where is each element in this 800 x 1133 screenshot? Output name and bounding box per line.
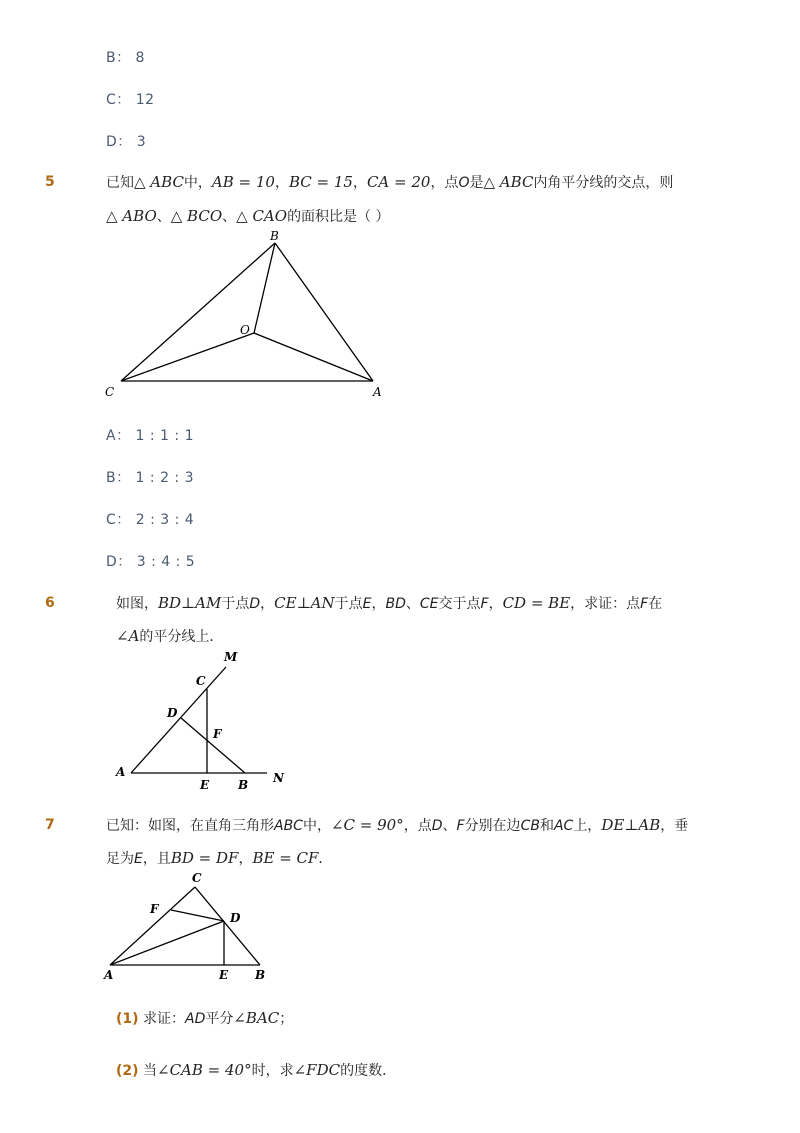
q4-option-c: C： 12: [106, 92, 155, 108]
q6-text-line2: ∠A的平分线上．: [116, 627, 224, 645]
q7-subquestion-2: (2) 当∠CAB = 40°时，求∠FDC的度数．: [116, 1061, 397, 1079]
q7-text-line2: 足为E，且BD = DF，BE = CF．: [106, 849, 333, 867]
q5-text-line1: 已知△ ABC中，AB = 10，BC = 15，CA = 20，点O是△ ABC内角平分线的交点，则: [106, 173, 674, 191]
segment-co: [121, 333, 254, 381]
label-c: C: [192, 871, 202, 885]
label-b: B: [270, 229, 279, 243]
q5-option-a: A： 1 : 1 : 1: [106, 428, 194, 444]
q5-option-d: D： 3 : 4 : 5: [106, 554, 196, 570]
label-o: O: [240, 323, 250, 337]
label-b: B: [255, 968, 266, 982]
segment-cb: [195, 887, 260, 965]
segment-ao: [254, 333, 373, 381]
q5-text-line2: △ ABO、△ BCO、△ CAO的面积比是（ ）: [106, 207, 390, 225]
q6-number: 6: [45, 595, 55, 611]
label-d: D: [230, 911, 241, 925]
q7-text-line1: 已知：如图，在直角三角形ABC中，∠C = 90°，点D、F分别在边CB和AC上，DE⊥AB，垂: [106, 816, 689, 834]
label-d: D: [167, 706, 178, 720]
ray-am: [131, 667, 226, 773]
q7-figure: [100, 866, 280, 986]
label-e: E: [200, 778, 210, 792]
q7-number: 7: [45, 817, 55, 833]
segment-ac: [110, 887, 195, 965]
segment-ad: [110, 921, 224, 965]
label-f: F: [150, 902, 159, 916]
label-c: C: [196, 674, 206, 688]
segment-cb: [121, 243, 275, 381]
q5-option-b: B： 1 : 2 : 3: [106, 470, 195, 486]
label-b: B: [238, 778, 249, 792]
segment-bo: [254, 243, 275, 333]
label-e: E: [219, 968, 229, 982]
q7-subquestion-1: (1) 求证：AD平分∠BAC；: [116, 1009, 294, 1027]
q5-triangle-figure: [100, 228, 390, 403]
label-m: M: [224, 650, 238, 664]
label-a: A: [116, 765, 126, 779]
q6-text-line1: 如图，BD⊥AM于点D，CE⊥AN于点E，BD、CE交于点F，CD = BE，求证：点F在: [116, 594, 663, 612]
label-c: C: [105, 385, 115, 399]
label-a: A: [104, 968, 114, 982]
q4-option-d: D： 3: [106, 134, 147, 150]
segment-ba: [275, 243, 373, 381]
label-a: A: [373, 385, 382, 399]
q4-option-b: B： 8: [106, 50, 145, 66]
label-n: N: [273, 771, 284, 785]
label-f: F: [213, 727, 222, 741]
q6-figure: [110, 645, 300, 795]
q5-number: 5: [45, 174, 55, 190]
q5-option-c: C： 2 : 3 : 4: [106, 512, 195, 528]
